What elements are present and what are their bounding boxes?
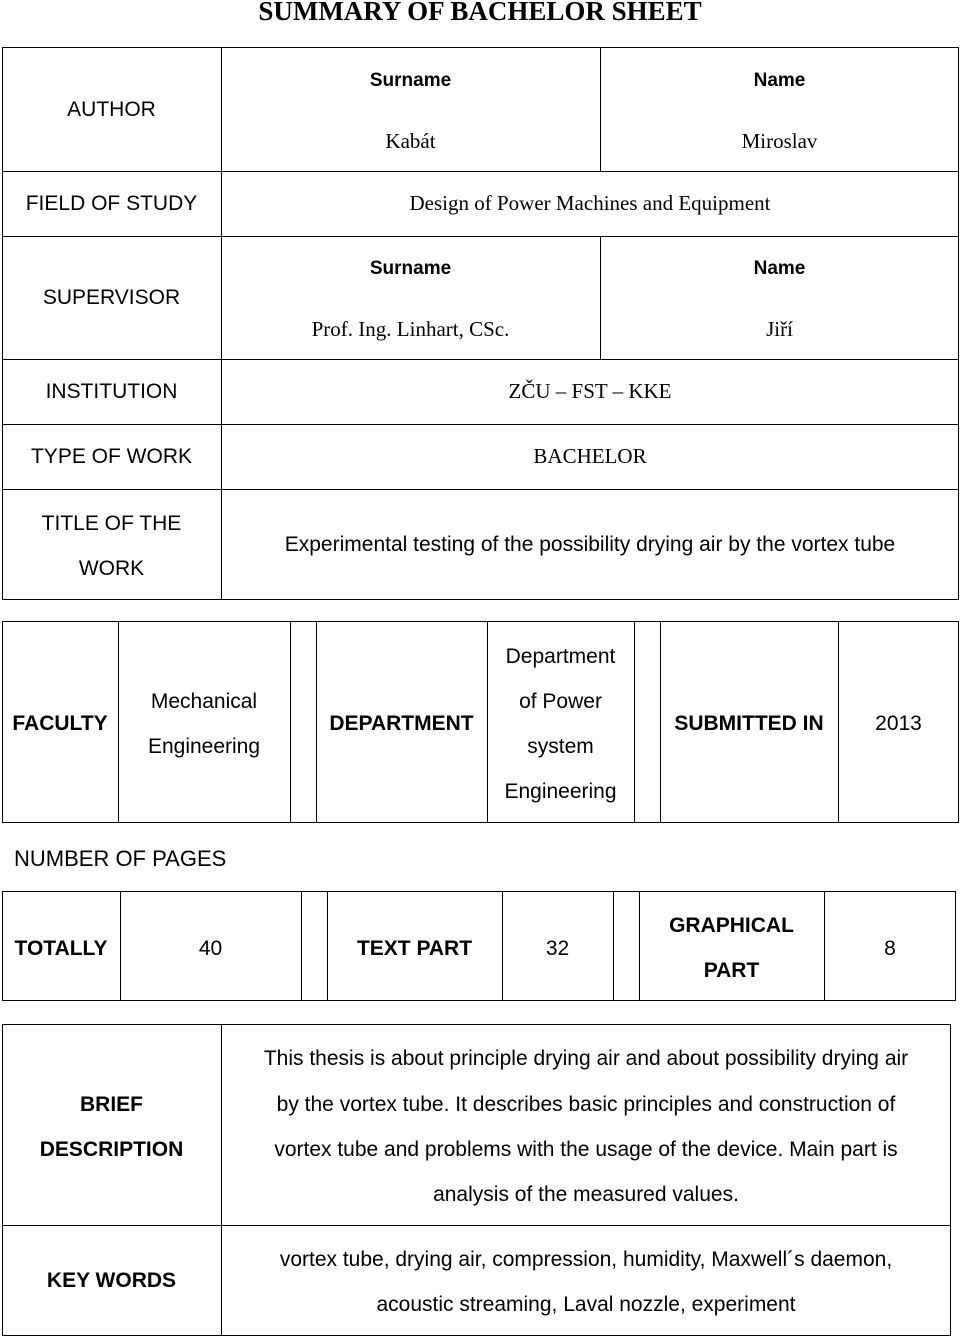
type-of-work-value: BACHELOR [533, 444, 647, 468]
pages-heading: NUMBER OF PAGES [14, 846, 227, 871]
department-value-line1: Department [505, 645, 616, 668]
brief-text-line1: This thesis is about principle drying air and about possibility drying air [263, 1047, 909, 1070]
submitted-label: SUBMITTED IN [674, 712, 824, 735]
author-name: Miroslav [741, 129, 818, 153]
pages-text-label: TEXT PART [356, 937, 473, 960]
pages-graphical-label-line1: GRAPHICAL [669, 914, 794, 937]
pages-text-value: 32 [545, 937, 570, 960]
faculty-value-line1: Mechanical [150, 690, 258, 713]
supervisor-surname-header: Surname [369, 258, 452, 279]
pages-graphical-value: 8 [884, 937, 896, 960]
keywords-line1: vortex tube, drying air, compression, humidity, Maxwell´s daemon, [279, 1248, 893, 1271]
faculty-label: FACULTY [12, 712, 108, 735]
institution-label: INSTITUTION [45, 380, 178, 403]
author-label: AUTHOR [67, 97, 156, 121]
submitted-value: 2013 [875, 712, 922, 735]
supervisor-name: Jiří [766, 317, 793, 341]
supervisor-label: SUPERVISOR [42, 286, 181, 309]
type-of-work-label: TYPE OF WORK [30, 445, 192, 468]
page-title: SUMMARY OF BACHELOR SHEET [258, 0, 702, 26]
department-value-line2: of Power [519, 690, 602, 713]
brief-text-line4: analysis of the measured values. [433, 1183, 739, 1206]
title-of-work-label-line2: WORK [78, 557, 145, 580]
title-of-work-value: Experimental testing of the possibility drying air by the vortex tube [284, 533, 896, 556]
author-name-header: Name [753, 70, 806, 91]
brief-text-line2: by the vortex tube. It describes basic principles and construction of [276, 1093, 896, 1116]
pages-totally-value: 40 [198, 937, 223, 960]
brief-label-line2: DESCRIPTION [39, 1138, 184, 1161]
keywords-line2: acoustic streaming, Laval nozzle, experiment [376, 1293, 796, 1316]
keywords-label: KEY WORDS [46, 1269, 177, 1292]
department-value-line4: Engineering [504, 780, 617, 803]
pages-graphical-label-line2: PART [703, 959, 760, 982]
title-of-work-label-line1: TITLE OF THE [41, 512, 182, 535]
supervisor-name-header: Name [753, 258, 806, 279]
author-surname: Kabát [385, 129, 436, 153]
author-surname-header: Surname [369, 70, 452, 91]
faculty-value-line2: Engineering [147, 735, 261, 758]
supervisor-surname: Prof. Ing. Linhart, CSc. [311, 317, 510, 341]
brief-text-line3: vortex tube and problems with the usage of the device. Main part is [274, 1138, 898, 1161]
department-value-line3: system [527, 735, 594, 758]
department-label: DEPARTMENT [329, 712, 474, 735]
brief-label-line1: BRIEF [80, 1093, 143, 1116]
institution-value: ZČU – FST – KKE [508, 379, 672, 403]
field-of-study-label: FIELD OF STUDY [25, 192, 198, 215]
pages-totally-label: TOTALLY [14, 937, 108, 960]
field-of-study-value: Design of Power Machines and Equipment [409, 191, 771, 215]
